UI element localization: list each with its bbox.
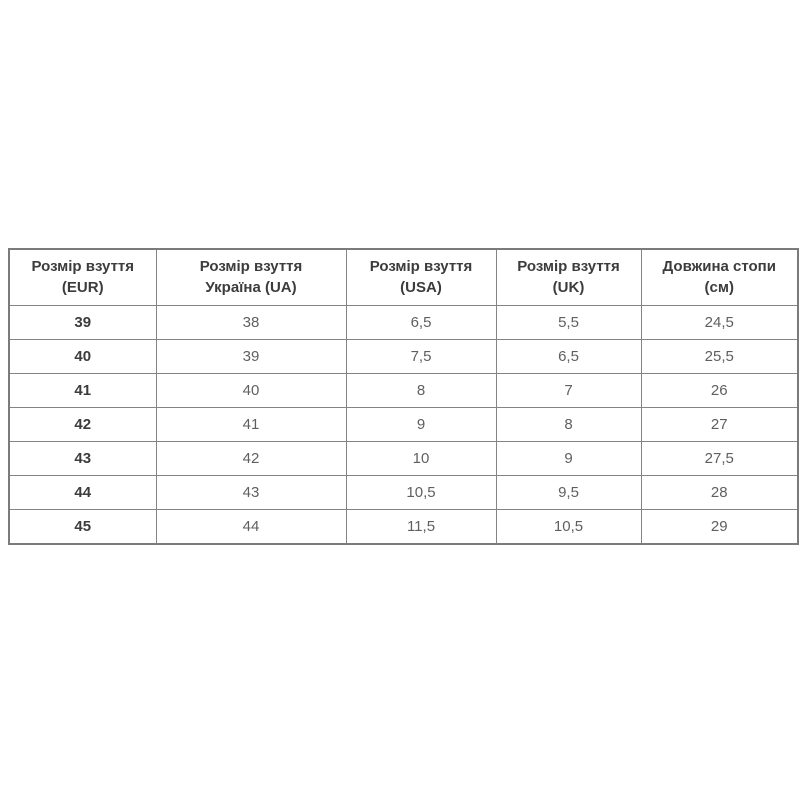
table-cell: 7,5 <box>346 340 496 374</box>
table-cell: 41 <box>156 408 346 442</box>
header-ua-line1: Розмір взуття <box>199 258 303 276</box>
table-cell: 6,5 <box>346 306 496 340</box>
table-cell: 28 <box>641 476 798 510</box>
table-cell: 44 <box>156 510 346 545</box>
table-cell: 39 <box>156 340 346 374</box>
table-cell: 9,5 <box>496 476 641 510</box>
table-body <box>9 306 798 545</box>
table-row <box>9 408 798 442</box>
table-cell: 38 <box>156 306 346 340</box>
table-cell: 41 <box>9 374 156 408</box>
table-row <box>9 510 798 545</box>
table-cell: 43 <box>156 476 346 510</box>
table-header-row <box>9 249 798 306</box>
table-cell: 10,5 <box>496 510 641 545</box>
table-cell: 29 <box>641 510 798 545</box>
table-row <box>9 442 798 476</box>
table-cell: 8 <box>496 408 641 442</box>
table-cell: 42 <box>156 442 346 476</box>
table-cell: 25,5 <box>641 340 798 374</box>
header-usa <box>346 249 496 306</box>
table-cell: 5,5 <box>496 306 641 340</box>
header-uk <box>496 249 641 306</box>
table-row <box>9 340 798 374</box>
shoe-size-table <box>8 248 799 545</box>
table-cell: 11,5 <box>346 510 496 545</box>
header-usa-line1: Розмір взуття <box>369 258 473 276</box>
table-cell: 10,5 <box>346 476 496 510</box>
header-eur <box>9 249 156 306</box>
table-cell: 24,5 <box>641 306 798 340</box>
header-ua <box>156 249 346 306</box>
header-eur-line2: (EUR) <box>61 278 104 296</box>
table-cell: 40 <box>156 374 346 408</box>
table-row <box>9 306 798 340</box>
table-cell: 26 <box>641 374 798 408</box>
header-uk-line2: (UK) <box>552 278 585 296</box>
table-cell: 40 <box>9 340 156 374</box>
header-foot-length <box>641 249 798 306</box>
table-cell: 7 <box>496 374 641 408</box>
header-foot-length-line1: Довжина стопи <box>662 258 776 276</box>
table-cell: 45 <box>9 510 156 545</box>
table-cell: 27 <box>641 408 798 442</box>
table-row <box>9 374 798 408</box>
table-cell: 43 <box>9 442 156 476</box>
table-cell: 6,5 <box>496 340 641 374</box>
table-cell: 8 <box>346 374 496 408</box>
table-cell: 42 <box>9 408 156 442</box>
header-uk-line1: Розмір взуття <box>517 258 620 276</box>
header-usa-line2: (USA) <box>400 278 442 296</box>
header-foot-length-line2: (см) <box>704 278 734 296</box>
table-cell: 9 <box>346 408 496 442</box>
table-row <box>9 476 798 510</box>
table-cell: 44 <box>9 476 156 510</box>
table-cell: 10 <box>346 442 496 476</box>
table-cell: 39 <box>9 306 156 340</box>
table-cell: 27,5 <box>641 442 798 476</box>
header-ua-line2: Україна (UA) <box>205 278 297 296</box>
table-cell: 9 <box>496 442 641 476</box>
header-eur-line1: Розмір взуття <box>31 258 135 276</box>
